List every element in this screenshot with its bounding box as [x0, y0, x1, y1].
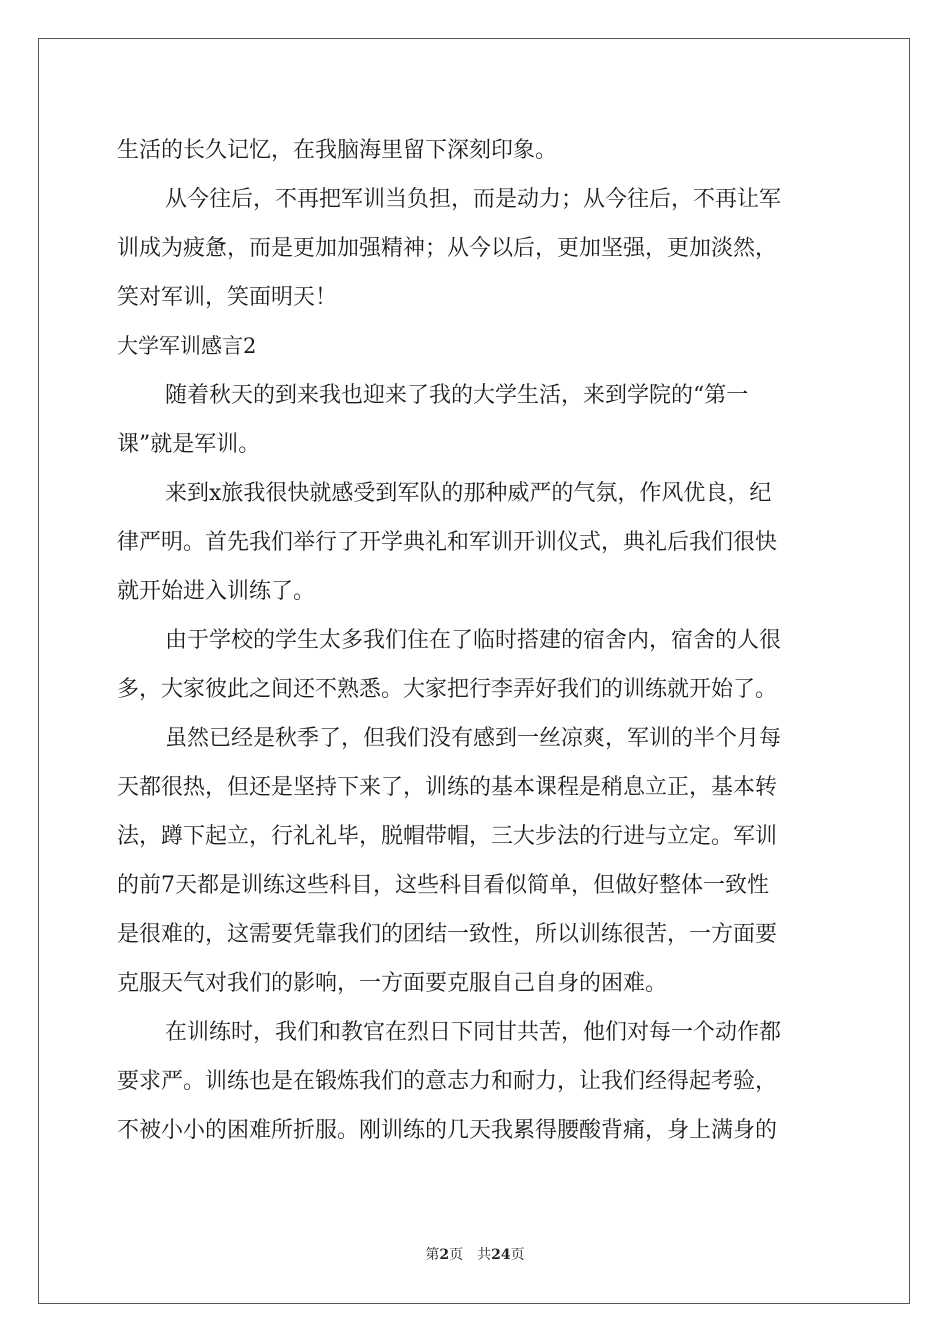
- paragraph-line: 律严明。首先我们举行了开学典礼和军训开训仪式，典礼后我们很快: [117, 530, 778, 555]
- page-prefix: 第: [425, 1247, 440, 1263]
- paragraph-line: 生活的长久记忆，在我脑海里留下深刻印象。: [117, 138, 558, 163]
- document-body: [117, 126, 833, 1155]
- paragraph-line: 从今往后，不再把军训当负担，而是动力；从今往后，不再让军: [165, 187, 782, 212]
- paragraph-line: 虽然已经是秋季了，但我们没有感到一丝凉爽，军训的半个月每: [165, 726, 782, 751]
- page-footer: [0, 1244, 950, 1264]
- paragraph-line: 课”就是军训。: [117, 432, 261, 457]
- paragraph-line: 就开始进入训练了。: [117, 579, 316, 604]
- page-number: 2: [439, 1247, 450, 1263]
- paragraph-line: 天都很热，但还是坚持下来了，训练的基本课程是稍息立正，基本转: [117, 775, 778, 800]
- page-suffix: 页: [449, 1247, 464, 1263]
- paragraph-line: 训成为疲惫，而是更加加强精神；从今以后，更加坚强，更加淡然，: [117, 236, 778, 261]
- paragraph-line: 不被小小的困难所折服。刚训练的几天我累得腰酸背痛，身上满身的: [117, 1118, 778, 1143]
- paragraph-line: 多，大家彼此之间还不熟悉。大家把行李弄好我们的训练就开始了。: [117, 677, 778, 702]
- total-prefix: 共: [477, 1247, 492, 1263]
- section-heading: 大学军训感言2: [117, 334, 257, 358]
- paragraph-line: 随着秋天的到来我也迎来了我的大学生活，来到学院的“第一: [165, 383, 749, 408]
- paragraph-line: 笑对军训，笑面明天！: [117, 285, 338, 310]
- paragraph-line: 是很难的，这需要凭靠我们的团结一致性，所以训练很苦，一方面要: [117, 922, 778, 947]
- paragraph-line: 的前7天都是训练这些科目，这些科目看似简单，但做好整体一致性: [117, 873, 769, 898]
- paragraph-line: 要求严。训练也是在锻炼我们的意志力和耐力，让我们经得起考验，: [117, 1069, 778, 1094]
- total-suffix: 页: [510, 1247, 525, 1263]
- paragraph-line: 法，蹲下起立，行礼礼毕，脱帽带帽，三大步法的行进与立定。军训: [117, 824, 778, 849]
- paragraph-line: 来到x旅我很快就感受到军队的那种威严的气氛，作风优良，纪: [165, 481, 772, 506]
- paragraph-line: 克服天气对我们的影响，一方面要克服自己自身的困难。: [117, 971, 668, 996]
- paragraph-line: 在训练时，我们和教官在烈日下同甘共苦，他们对每一个动作都: [165, 1020, 782, 1045]
- paragraph-line: 由于学校的学生太多我们住在了临时搭建的宿舍内，宿舍的人很: [165, 628, 782, 653]
- page-total: 24: [491, 1247, 511, 1263]
